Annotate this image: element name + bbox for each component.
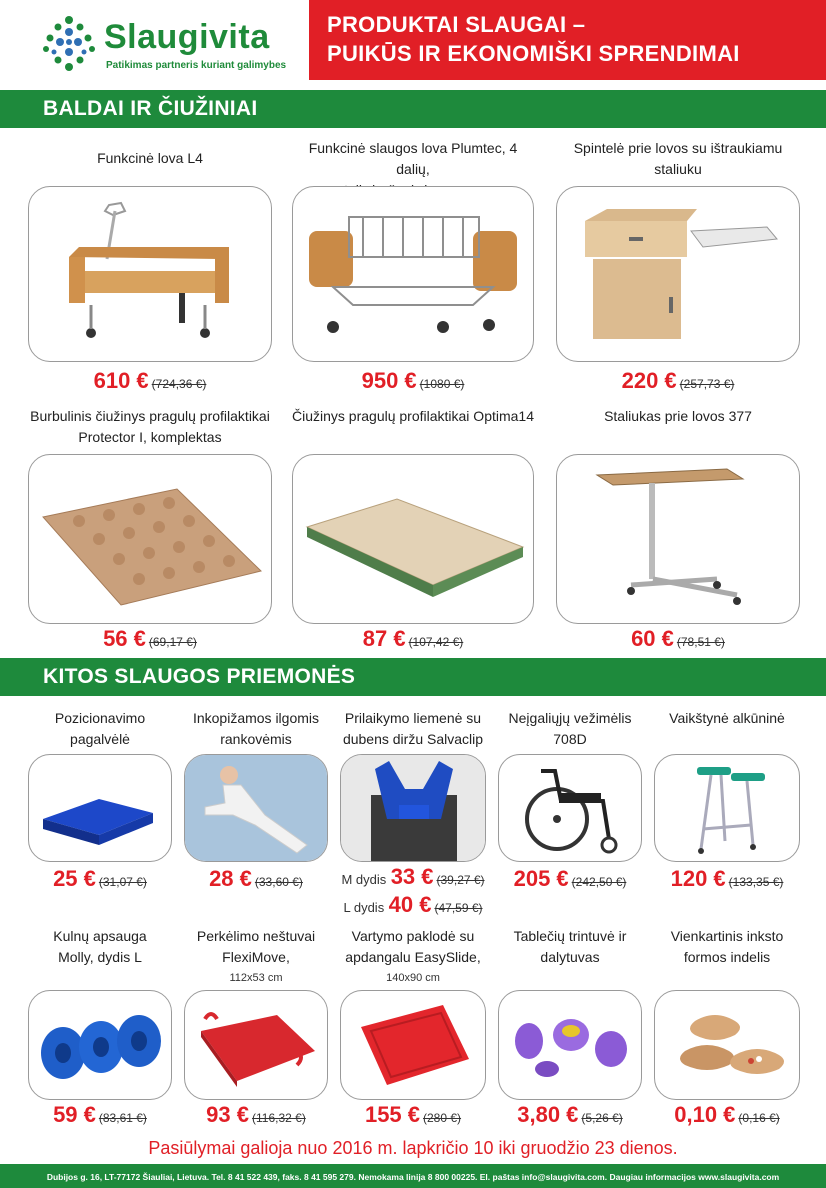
product-title-line2: Molly, dydis L	[58, 949, 142, 965]
product-title-line2: dubens diržu Salvaclip	[342, 731, 484, 747]
product-card-vest[interactable]	[340, 708, 486, 924]
old-price: (107,42 €)	[408, 635, 464, 649]
product-image	[28, 754, 172, 862]
pajamas-icon	[185, 755, 328, 862]
product-card-bubble-mattress[interactable]	[28, 406, 272, 656]
brand-tagline: Patikimas partneris kuriant galimybes	[106, 60, 287, 71]
stretcher-icon	[185, 991, 328, 1100]
headline-line-2: PUIKŪS IR EKONOMIŠKI SPRENDIMAI	[327, 41, 740, 66]
product-card-kidney-dish[interactable]	[654, 926, 800, 1138]
old-price: (280 €)	[423, 1111, 462, 1125]
product-title: Čiužinys pragulų profilaktikai Optima14	[292, 408, 534, 424]
old-price: (31,07 €)	[98, 875, 147, 889]
price: 56 €	[103, 626, 146, 651]
old-price: (69,17 €)	[148, 635, 197, 649]
hospital-bed-metal-icon	[293, 187, 534, 362]
old-price: (1080 €)	[419, 377, 465, 391]
product-image	[654, 990, 800, 1100]
price-row	[654, 1102, 800, 1128]
price-row	[28, 368, 272, 394]
product-title: Inkopižamos ilgomis	[192, 710, 320, 726]
product-image	[292, 454, 534, 624]
old-price: (39,27 €)	[436, 873, 485, 887]
price: 93 €	[206, 1102, 249, 1127]
old-price: (724,36 €)	[151, 377, 207, 391]
product-image	[654, 754, 800, 862]
product-size: 140x90 cm	[386, 972, 440, 984]
product-image	[184, 754, 328, 862]
old-price: (33,60 €)	[254, 875, 303, 889]
product-title-line2: dalytuvas	[540, 949, 600, 965]
old-price: (116,32 €)	[252, 1111, 306, 1125]
product-title: Funkcinė slaugos lova Plumtec, 4 dalių,	[308, 140, 518, 177]
price-row	[556, 368, 800, 394]
product-card-wheelchair[interactable]	[498, 708, 642, 924]
pill-crusher-icon	[499, 991, 642, 1100]
product-title: Vartymo paklodė su	[351, 928, 475, 944]
product-card-overbed-table[interactable]	[556, 406, 800, 656]
wheelchair-icon	[499, 755, 642, 862]
product-title-line2: formos indelis	[683, 949, 771, 965]
product-title-line2: 708D	[553, 731, 587, 747]
old-price: (133,35 €)	[728, 875, 784, 889]
product-title-line2: rankovėmis	[220, 731, 292, 747]
price: 59 €	[53, 1102, 96, 1127]
bedside-cabinet-icon	[557, 187, 800, 362]
price: 155 €	[364, 1102, 421, 1127]
price: 205 €	[513, 866, 569, 891]
offer-validity-note: Pasiūlymai galioja nuo 2016 m. lapkričio 10 iki gruodžio 23 dienos.	[148, 1138, 678, 1158]
price-row	[340, 1102, 486, 1128]
product-title: Vaikštynė alkūninė	[669, 710, 785, 726]
product-card-turning-sheet[interactable]	[340, 926, 486, 1138]
product-title: Prilaikymo liemenė su	[344, 710, 482, 726]
product-card-pajamas[interactable]	[184, 708, 328, 924]
kidney-dish-icon	[655, 991, 800, 1100]
brand-name: Slaugivita	[104, 18, 270, 56]
product-card-positioning-cushion[interactable]	[28, 708, 172, 924]
price-row	[28, 626, 272, 652]
price-row	[556, 626, 800, 652]
old-price: (0,16 €)	[738, 1111, 780, 1125]
section-heading-furniture: BALDAI IR ČIUŽINIAI	[0, 90, 826, 128]
logo-dots-icon	[40, 14, 98, 72]
price: 950 €	[361, 368, 417, 393]
price-row	[498, 866, 642, 892]
price: 3,80 €	[517, 1102, 579, 1127]
price-row-l	[340, 892, 486, 918]
bubble-mattress-icon	[29, 455, 272, 624]
product-title: Kulnų apsauga	[53, 928, 147, 944]
overbed-table-icon	[557, 455, 800, 624]
size-label: M dydis	[341, 872, 387, 887]
headline-line-1: PRODUKTAI SLAUGAI –	[327, 12, 586, 37]
product-card-heel-protector[interactable]	[28, 926, 172, 1138]
product-card-pill-crusher[interactable]	[498, 926, 642, 1138]
product-image	[340, 754, 486, 862]
hospital-bed-icon	[29, 187, 272, 362]
headline-banner	[309, 0, 826, 80]
product-card-bed-l4[interactable]	[28, 138, 272, 400]
price-row	[28, 866, 172, 892]
product-image	[556, 454, 800, 624]
product-title: Perkėlimo neštuvai	[196, 928, 316, 944]
old-price: (5,26 €)	[581, 1111, 623, 1125]
product-card-walker[interactable]	[654, 708, 800, 924]
product-title: Vienkartinis inksto	[670, 928, 784, 944]
product-title-line2: staliuku	[654, 161, 702, 177]
product-card-bed-plumtec[interactable]	[292, 138, 534, 400]
brand-logo[interactable]	[40, 10, 300, 80]
old-price: (78,51 €)	[676, 635, 725, 649]
price-row	[654, 866, 800, 892]
product-image	[28, 990, 172, 1100]
product-card-bedside-cabinet[interactable]	[556, 138, 800, 400]
price-row	[184, 1102, 328, 1128]
product-title: Staliukas prie lovos 377	[604, 408, 752, 424]
price-row	[292, 626, 534, 652]
product-title-line2: apdangalu EasySlide,	[345, 949, 481, 965]
cushion-icon	[29, 755, 172, 862]
product-image	[498, 990, 642, 1100]
product-title: Neįgaliųjų vežimėlis	[508, 710, 632, 726]
price-row	[184, 866, 328, 892]
foam-mattress-icon	[293, 455, 534, 624]
old-price: (242,50 €)	[571, 875, 627, 889]
old-price: (83,61 €)	[98, 1111, 147, 1125]
price: 220 €	[621, 368, 677, 393]
product-title: Spintelė prie lovos su ištraukiamu	[573, 140, 783, 156]
price-row	[498, 1102, 642, 1128]
product-title-line2: Protector I, komplektas	[78, 429, 222, 445]
product-title: Pozicionavimo pagalvėlė	[54, 710, 146, 747]
price: 25 €	[53, 866, 96, 891]
product-size: 112x53 cm	[229, 972, 283, 984]
product-image	[28, 454, 272, 624]
size-label: L dydis	[343, 900, 385, 915]
footer-contact: Dubijos g. 16, LT-77172 Šiauliai, Lietuva. Tel. 8 41 522 439, faks. 8 41 595 279. Nemokama linija 8 800 00225. El. paštas info@slaugivita.com. Daugiau informacijos www.slaugivita.com	[0, 1164, 826, 1188]
price-row	[292, 368, 534, 394]
product-card-transfer-stretcher[interactable]	[184, 926, 328, 1138]
section-heading-other: KITOS SLAUGOS PRIEMONĖS	[0, 658, 826, 696]
heel-protector-icon	[29, 991, 172, 1100]
old-price: (47,59 €)	[434, 901, 483, 915]
product-image	[28, 186, 272, 362]
vest-icon	[341, 755, 486, 862]
price: 40 €	[388, 892, 432, 917]
price: 60 €	[631, 626, 674, 651]
price: 87 €	[362, 626, 406, 651]
price: 610 €	[93, 368, 149, 393]
product-title: Funkcinė lova L4	[97, 150, 203, 166]
turning-sheet-icon	[341, 991, 486, 1100]
price: 28 €	[209, 866, 252, 891]
product-title: Burbulinis čiužinys pragulų profilaktikai	[30, 408, 270, 424]
product-image	[498, 754, 642, 862]
price-row	[28, 1102, 172, 1128]
walker-icon	[655, 755, 800, 862]
product-title: Tablečių trintuvė ir	[513, 928, 627, 944]
product-image	[292, 186, 534, 362]
price: 33 €	[390, 864, 434, 889]
page-header	[0, 0, 826, 88]
product-image	[184, 990, 328, 1100]
product-title-line2: FlexiMove,	[222, 949, 290, 965]
price: 0,10 €	[674, 1102, 736, 1127]
price: 120 €	[670, 866, 726, 891]
product-image	[556, 186, 800, 362]
price-row-m	[340, 864, 486, 890]
old-price: (257,73 €)	[679, 377, 735, 391]
product-card-foam-mattress[interactable]	[292, 406, 534, 656]
product-image	[340, 990, 486, 1100]
